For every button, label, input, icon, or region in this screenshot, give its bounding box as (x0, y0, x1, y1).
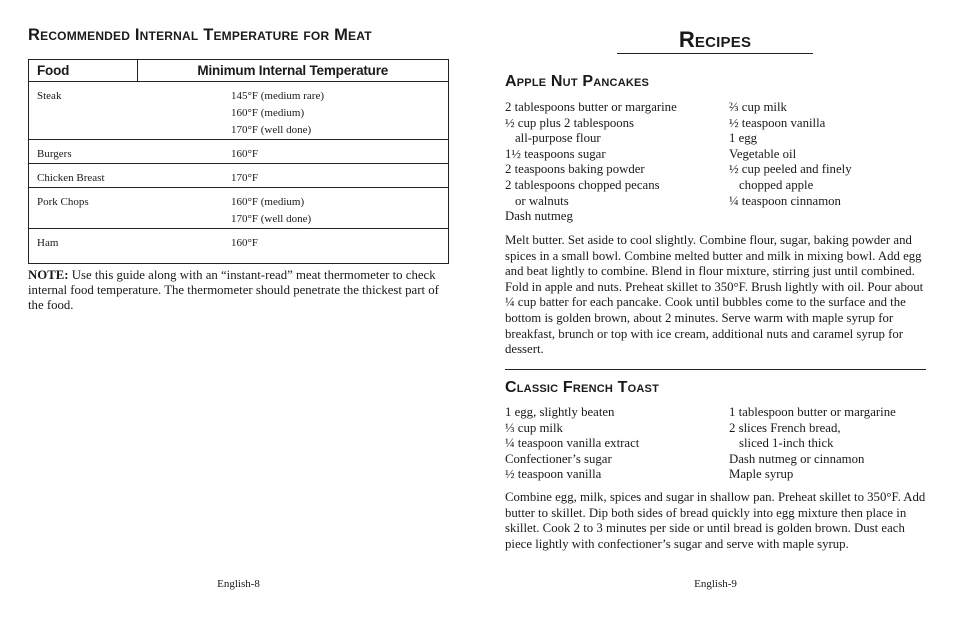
temperature-cell (137, 82, 449, 140)
ingredient-line: 2 teaspoons baking powder (505, 162, 645, 177)
ingredient-line: 2 slices French bread, (729, 420, 841, 435)
ingredient-line: ½ teaspoon vanilla (505, 467, 602, 482)
ingredients-column-left (505, 405, 639, 483)
ingredient-line: ½ cup plus 2 tablespoons (505, 115, 635, 130)
temperature-value: 160°F (medium) (231, 196, 305, 208)
ingredients-column-right (729, 405, 896, 483)
temperature-cell (137, 229, 449, 264)
column-header-food: Food (29, 60, 138, 82)
table-row (29, 140, 449, 164)
table-row (29, 82, 449, 140)
ingredient-line: 2 tablespoons chopped pecans (505, 177, 660, 192)
recipe-directions: Melt butter. Set aside to cool slightly. Combine flour, sugar, baking powder and spices in a small bowl. Combine melted butter and milk in mixing bowl. Add egg and beat lightly to combine. Blend in flour mixture, stirring just until combined. Fold in apple and nuts. Preheat skillet to 350°F. Brush lightly with oil. Pour about ¼ cup batter for each pancake. Cook until bubbles come to the surface and the bottom is golden brown, about 2 minutes. Serve warm with maple syrup for breakfast, brunch or top with ice cream, additional nuts and caramel syrup for dessert. (505, 233, 924, 357)
ingredient-line: or walnuts (515, 193, 569, 208)
temperature-cell (137, 140, 449, 164)
ingredient-line: ⅓ cup milk (505, 420, 563, 435)
ingredient-line: 1 egg (729, 131, 758, 146)
ingredient-line: Confectioner’s sugar (505, 451, 612, 466)
temperature-value: 170°F (231, 172, 259, 184)
ingredient-line: 1 egg, slightly beaten (505, 405, 615, 419)
column-header-temperature: Minimum Internal Temperature (137, 60, 449, 82)
ingredient-line: ⅔ cup milk (729, 100, 787, 114)
ingredients-column-right (729, 100, 852, 209)
ingredient-line: ½ cup peeled and finely (729, 162, 852, 177)
temperature-table (28, 59, 449, 264)
note-paragraph (28, 268, 449, 313)
recipe-directions: Combine egg, milk, spices and sugar in shallow pan. Preheat skillet to 350°F. Add butter to skillet. Dip both sides of bread quickly into egg mixture then place in skillet. Cook 2 to 3 minutes per side or until bread is golden brown. Dust each piece lightly with confectioner’s sugar and serve with maple syrup. (505, 490, 926, 551)
ingredient-line: 1 tablespoon butter or margarine (729, 405, 896, 419)
ingredient-line: Vegetable oil (729, 146, 797, 161)
ingredient-line: 1½ teaspoons sugar (505, 146, 606, 161)
ingredient-line: chopped apple (739, 177, 814, 192)
section-divider (505, 369, 926, 370)
page-title: Recommended Internal Temperature for Meat (28, 26, 372, 44)
table-row (29, 229, 449, 264)
temperature-value: 170°F (well done) (231, 124, 312, 136)
ingredient-line: ½ teaspoon vanilla (729, 115, 826, 130)
left-page (28, 0, 449, 618)
ingredient-line: 2 tablespoons butter or margarine (505, 100, 677, 114)
ingredient-line: Dash nutmeg (505, 209, 573, 224)
temperature-value: 160°F (231, 148, 259, 160)
food-cell: Burgers (29, 140, 138, 164)
note-text: Use this guide along with an “instant-read” meat thermometer to check internal food temperature. The thermometer should penetrate the thickest part of the food. (28, 268, 439, 312)
table-row (29, 164, 449, 188)
note-label: NOTE: (28, 268, 69, 282)
recipes-heading: Recipes (617, 28, 813, 54)
ingredients-column-left (505, 100, 677, 225)
ingredient-line: ¼ teaspoon vanilla extract (505, 436, 640, 451)
page-footer: English-9 (694, 578, 737, 590)
ingredient-line: ¼ teaspoon cinnamon (729, 193, 841, 208)
temperature-cell (137, 188, 449, 229)
page-footer: English-8 (217, 578, 260, 590)
food-cell: Steak (29, 82, 138, 140)
recipe-title-classic-french-toast: Classic French Toast (505, 379, 659, 396)
temperature-value: 145°F (medium rare) (231, 90, 324, 102)
table-header-row (29, 60, 449, 82)
ingredient-line: sliced 1-inch thick (739, 436, 834, 451)
food-cell: Pork Chops (29, 188, 138, 229)
temperature-value: 160°F (medium) (231, 107, 305, 119)
recipe-title-apple-nut-pancakes: Apple Nut Pancakes (505, 73, 650, 90)
table-row (29, 188, 449, 229)
ingredient-line: Maple syrup (729, 467, 794, 482)
temperature-value: 170°F (well done) (231, 213, 312, 225)
right-page (505, 0, 926, 618)
ingredient-line: Dash nutmeg or cinnamon (729, 451, 865, 466)
temperature-cell (137, 164, 449, 188)
ingredient-line: all-purpose flour (515, 131, 601, 146)
food-cell: Ham (29, 229, 138, 264)
food-cell: Chicken Breast (29, 164, 138, 188)
temperature-value: 160°F (231, 237, 259, 249)
